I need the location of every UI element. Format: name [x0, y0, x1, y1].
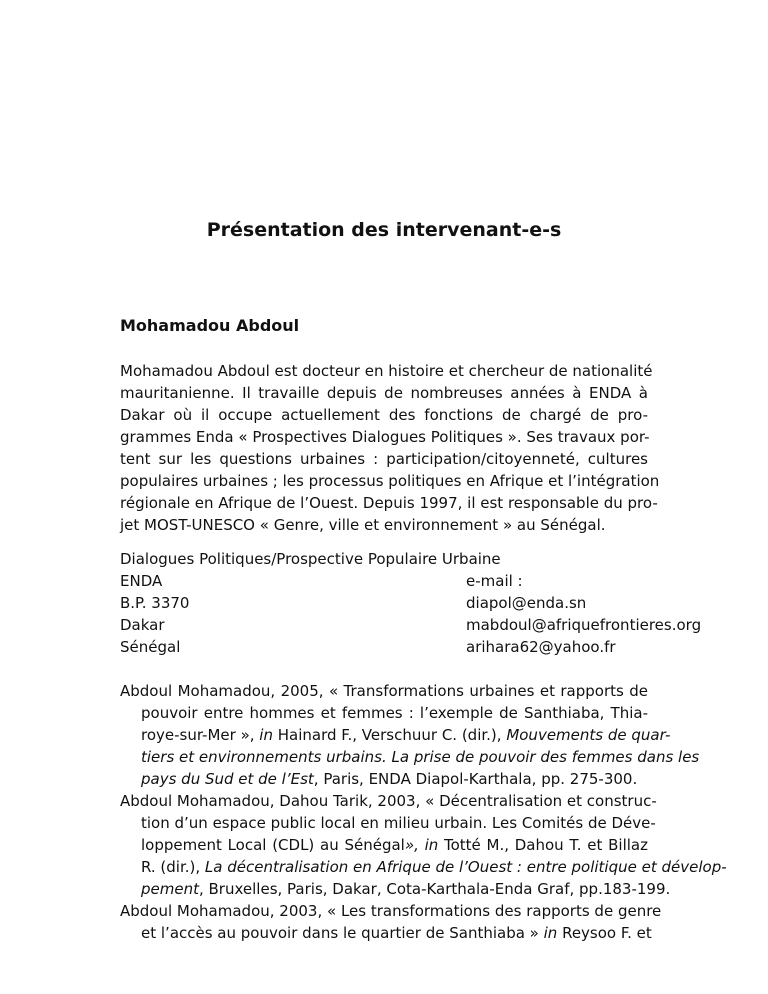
reference-line: Abdoul Mohamadou, 2003, « Les transformations des rapports de genre [120, 902, 662, 920]
bio-line: Mohamadou Abdoul est docteur en histoire et chercheur de nationalité [120, 362, 653, 380]
reference-line: pement, Bruxelles, Paris, Dakar, Cota-Karthala-Enda Graf, pp.183-199. [141, 880, 671, 898]
contact-city: Dakar [120, 616, 165, 634]
reference-line: pouvoir entre hommes et femmes : l’exemple de Santhiaba, Thia- [141, 704, 648, 722]
person-name: Mohamadou Abdoul [120, 316, 300, 335]
reference-entry [120, 790, 727, 900]
contact-org-short: ENDA [120, 572, 163, 590]
reference-line: tion d’un espace public local en milieu urbain. Les Comités de Déve- [141, 814, 656, 832]
reference-line: et l’accès au pouvoir dans le quartier de Santhiaba » in Reysoo F. et [141, 924, 652, 942]
bio-line: tent sur les questions urbaines : participation/citoyenneté, cultures [120, 450, 648, 468]
bio-line: grammes Enda « Prospectives Dialogues Politiques ». Ses travaux por- [120, 428, 650, 446]
contact-block [120, 548, 702, 658]
page-title: Présentation des intervenant-e-s [206, 219, 562, 241]
reference-line: loppement Local (CDL) au Sénégal», in Totté M., Dahou T. et Billaz [141, 836, 648, 854]
email-link[interactable]: diapol@enda.sn [466, 594, 587, 612]
references-list [120, 680, 727, 944]
bio-line: régionale en Afrique de l’Ouest. Depuis 1997, il est responsable du pro- [120, 494, 658, 512]
reference-entry [120, 680, 700, 790]
email-label: e-mail : [466, 572, 523, 590]
contact-org: Dialogues Politiques/Prospective Populaire Urbaine [120, 550, 501, 568]
reference-entry [120, 900, 662, 944]
reference-line: Abdoul Mohamadou, Dahou Tarik, 2003, « Décentralisation et construc- [120, 792, 657, 810]
email-link[interactable]: mabdoul@afriquefrontieres.org [466, 616, 702, 634]
contact-po-box: B.P. 3370 [120, 594, 190, 612]
reference-line: tiers et environnements urbains. La prise de pouvoir des femmes dans les [141, 748, 700, 766]
reference-line: Abdoul Mohamadou, 2005, « Transformations urbaines et rapports de [120, 682, 648, 700]
email-link[interactable]: arihara62@yahoo.fr [466, 638, 616, 656]
bio-line: jet MOST-UNESCO « Genre, ville et environnement » au Sénégal. [120, 516, 606, 534]
bio-line: populaires urbaines ; les processus politiques en Afrique et l’intégration [120, 472, 660, 490]
reference-line: pays du Sud et de l’Est, Paris, ENDA Diapol-Karthala, pp. 275-300. [141, 770, 638, 788]
bio-line: Dakar où il occupe actuellement des fonctions de chargé de pro- [120, 406, 648, 424]
bio-line: mauritanienne. Il travaille depuis de nombreuses années à ENDA à [120, 384, 648, 402]
reference-line: R. (dir.), La décentralisation en Afrique de l’Ouest : entre politique et dévelop- [141, 858, 727, 876]
reference-line: roye-sur-Mer », in Hainard F., Verschuur C. (dir.), Mouvements de quar- [141, 726, 671, 744]
person-bio [120, 360, 660, 536]
contact-country: Sénégal [120, 638, 181, 656]
